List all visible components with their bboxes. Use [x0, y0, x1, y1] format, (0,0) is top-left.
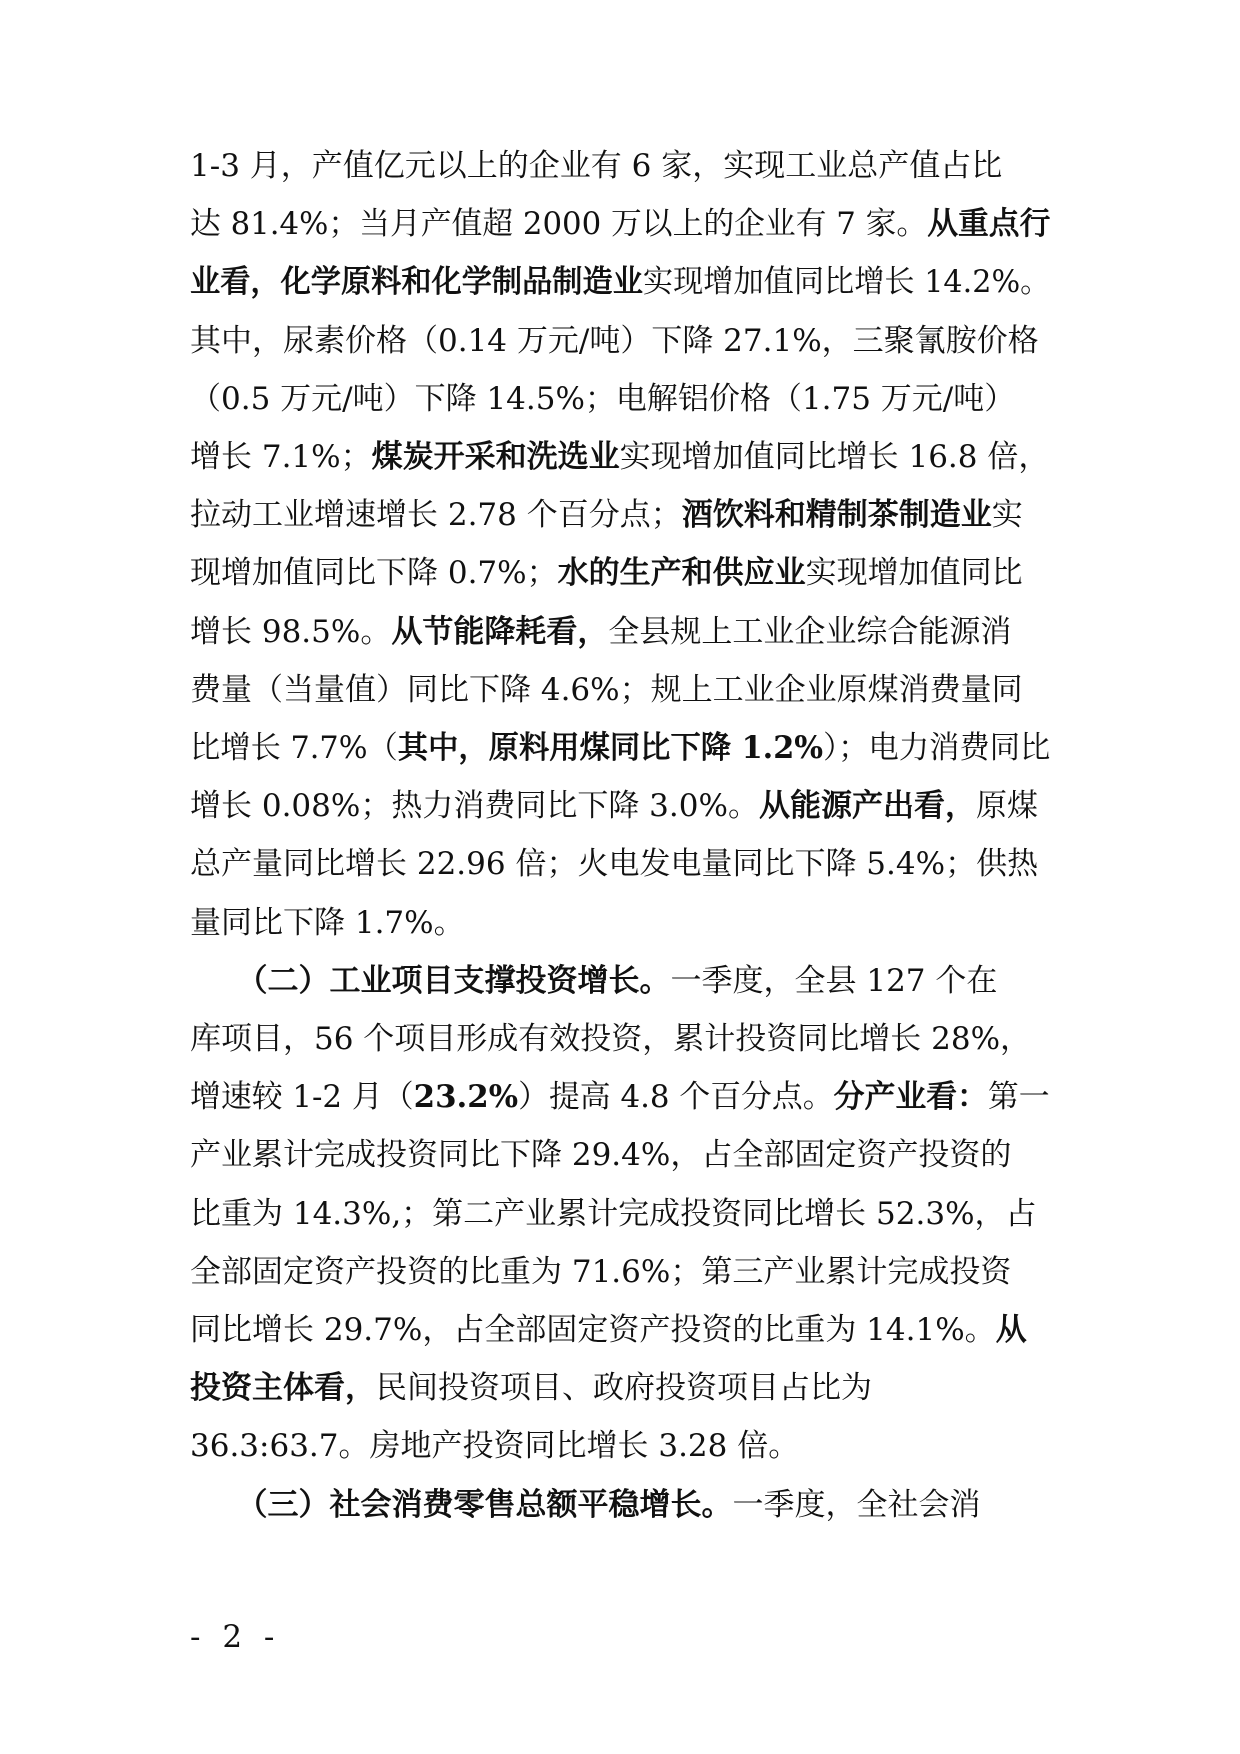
text-segment: 全部固定资产投资的比重为 71.6%；第三产业累计完成投资	[190, 1253, 1012, 1290]
text-line	[190, 1188, 1050, 1240]
text-segment: 费量（当量值）同比下降 4.6%；规上工业企业原煤消费量同	[190, 671, 1023, 708]
text-segment: 产业累计完成投资同比下降 29.4%，占全部固定资产投资的	[190, 1137, 1012, 1174]
bold-text: 酒饮料和精制茶制造业	[681, 497, 992, 534]
text-line	[190, 547, 1050, 599]
text-line	[190, 722, 1051, 774]
text-segment: 增长 0.08%；热力消费同比下降 3.0%。	[190, 788, 759, 825]
text-segment: 实现增加值同比增长 14.2%。	[642, 264, 1051, 301]
text-line	[190, 431, 1050, 483]
text-line	[190, 955, 1050, 1007]
text-line	[190, 489, 1050, 541]
text-segment: 实现增加值同比	[805, 555, 1023, 592]
bold-text: 从	[995, 1312, 1027, 1348]
bold-text: 从能源产出看，	[758, 788, 976, 825]
text-segment: 总产量同比增长 22.96 倍；火电发电量同比下降 5.4%；供热	[190, 846, 1039, 883]
text-segment: 1-3 月，产值亿元以上的企业有 6 家，实现工业总产值占比	[190, 148, 1003, 184]
text-segment: 同比增长 29.7%，占全部固定资产投资的比重为 14.1%。	[190, 1312, 996, 1348]
text-line	[190, 198, 1051, 250]
bold-text: 23.2%	[413, 1079, 519, 1116]
text-line	[190, 1362, 1050, 1414]
text-line	[190, 1013, 1050, 1065]
bold-text: （二）工业项目支撑投资增长。	[190, 962, 671, 999]
bold-text: 从重点行	[927, 206, 1051, 243]
text-segment: ）提高 4.8 个百分点。	[518, 1079, 834, 1116]
text-line	[190, 1246, 1050, 1298]
text-segment: 现增加值同比下降 0.7%；	[190, 555, 558, 592]
text-line	[190, 373, 1050, 425]
text-line	[190, 315, 1050, 367]
text-segment: 其中，尿素价格（0.14 万元/吨）下降 27.1%，三聚氰胺价格	[190, 322, 1039, 359]
text-line	[190, 1304, 1050, 1356]
page-number: - 2 -	[190, 1619, 281, 1655]
text-segment: 实	[991, 497, 1023, 534]
text-segment: ）；电力消费同比	[823, 730, 1051, 766]
bold-text: 其中，原料用煤同比下降 1.2%	[397, 730, 824, 766]
text-line	[190, 1479, 1050, 1531]
text-line	[190, 897, 1050, 949]
bold-text: 投资主体看，	[190, 1370, 376, 1407]
text-line	[190, 256, 1051, 308]
text-segment: 增长 7.1%；	[190, 439, 372, 475]
text-segment: 增速较 1-2 月（	[190, 1079, 414, 1116]
bold-text: 水的生产和供应业	[557, 555, 806, 592]
text-segment: 第一	[987, 1079, 1050, 1116]
text-line	[190, 1129, 1050, 1181]
text-segment: 一季度，全县 127 个在	[670, 962, 998, 999]
text-segment: 增长 98.5%。	[190, 613, 392, 650]
text-segment: 36.3:63.7。房地产投资同比增长 3.28 倍。	[190, 1428, 800, 1465]
text-segment: 量同比下降 1.7%。	[190, 904, 465, 941]
text-line	[190, 664, 1050, 716]
text-segment: （0.5 万元/吨）下降 14.5%；电解铝价格（1.75 万元/吨）	[190, 380, 1016, 417]
bold-text: 业看，化学原料和化学制品制造业	[190, 264, 643, 301]
text-segment: 一季度，全社会消	[732, 1486, 981, 1523]
text-segment: 达 81.4%；当月产值超 2000 万以上的企业有 7 家。	[190, 206, 928, 243]
text-segment: 比增长 7.7%（	[190, 730, 398, 766]
bold-text: （三）社会消费零售总额平稳增长。	[190, 1486, 733, 1523]
text-segment: 比重为 14.3%,；第二产业累计完成投资同比增长 52.3%，占	[190, 1195, 1037, 1232]
text-segment: 实现增加值同比增长 16.8 倍，	[619, 439, 1050, 475]
text-line	[190, 780, 1050, 832]
text-line	[190, 1071, 1050, 1123]
bold-text: 分产业看：	[833, 1079, 988, 1116]
bold-text: 从节能降耗看，	[391, 613, 609, 650]
text-line	[190, 838, 1050, 890]
text-segment: 全县规上工业企业综合能源消	[608, 613, 1012, 650]
text-line	[190, 1420, 1050, 1472]
text-segment: 原煤	[975, 788, 1038, 825]
bold-text: 煤炭开采和洗选业	[371, 439, 620, 475]
text-segment: 库项目，56 个项目形成有效投资，累计投资同比增长 28%，	[190, 1021, 1032, 1057]
text-segment: 拉动工业增速增长 2.78 个百分点；	[190, 497, 682, 534]
text-line	[190, 140, 1050, 192]
text-segment: 民间投资项目、政府投资项目占比为	[376, 1370, 872, 1407]
text-line	[190, 606, 1050, 658]
